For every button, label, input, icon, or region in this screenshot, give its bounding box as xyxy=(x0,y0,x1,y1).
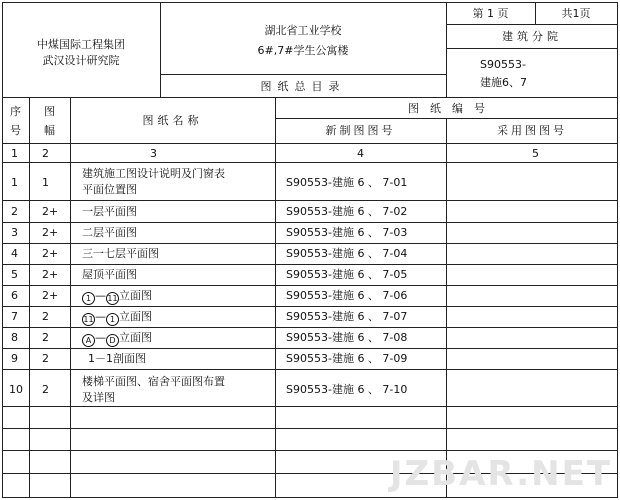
table-row-seq: 5 xyxy=(11,268,18,281)
header-rule-2 xyxy=(446,48,618,49)
table-row-code: S90553-建施 6 、 7-10 xyxy=(286,383,408,396)
row-line xyxy=(2,285,618,286)
project-name-line1: 湖北省工业学校 xyxy=(264,24,342,37)
table-row-code: S90553-建施 6 、 7-06 xyxy=(286,289,408,302)
row-line xyxy=(2,306,618,307)
table-row-size: 2+ xyxy=(42,226,59,239)
design-section: 建筑分院 xyxy=(502,30,562,43)
index-cell: 3 xyxy=(150,147,157,160)
header-rule-1 xyxy=(446,24,618,25)
col-size-label-1: 图 xyxy=(44,105,55,118)
company-name-line2: 武汉设计研究院 xyxy=(42,54,120,67)
table-row-code: S90553-建施 6 、 7-08 xyxy=(286,331,408,344)
table-row-name: 二层平面图 xyxy=(82,226,137,239)
row-line xyxy=(2,450,618,451)
axis-marker: 11 xyxy=(83,315,94,324)
axis-marker: A xyxy=(82,334,95,347)
border-left xyxy=(2,2,3,498)
index-cell: 1 xyxy=(11,147,18,160)
col-number-label: 图 纸 编 号 xyxy=(408,102,485,115)
table-row-code: S90553-建施 6 、 7-01 xyxy=(286,176,408,189)
table-row-name: 楼梯平面图、宿舍平面图布置 xyxy=(82,375,225,388)
header-rule-bottom xyxy=(2,97,618,98)
table-row-name: 11— 1 立面图 xyxy=(83,310,152,324)
row-line xyxy=(2,406,618,407)
table-row-name: 一层平面图 xyxy=(82,205,137,218)
table-row-size: 1 xyxy=(42,176,49,189)
row-line xyxy=(2,162,618,163)
header-rule-3 xyxy=(160,74,446,75)
table-row-name-cont: 平面位置图 xyxy=(82,183,137,196)
row-line xyxy=(2,222,618,223)
border-top xyxy=(2,2,618,3)
table-row-name: 三一七层平面图 xyxy=(82,247,159,260)
table-row-size: 2 xyxy=(42,383,49,396)
table-row-size: 2+ xyxy=(42,268,59,281)
elevation-label: 立面图 xyxy=(119,289,152,302)
elevation-label: 立面图 xyxy=(119,331,152,344)
table-row-code: S90553-建施 6 、 7-03 xyxy=(286,226,408,239)
table-row-seq: 10 xyxy=(9,383,23,396)
table-row-seq: 3 xyxy=(11,226,18,239)
col-adopted-label: 采用图图号 xyxy=(497,124,567,137)
row-line xyxy=(2,243,618,244)
row-line xyxy=(2,428,618,429)
axis-marker: 1 xyxy=(82,292,95,305)
company-name-line1: 中煤国际工程集团 xyxy=(37,38,125,51)
table-row-seq: 8 xyxy=(11,331,18,344)
elevation-label: 立面图 xyxy=(119,310,152,323)
table-row-name: 建筑施工图设计说明及门窗表 xyxy=(82,167,225,180)
border-right xyxy=(617,2,618,498)
col-seq-label-1: 序 xyxy=(10,105,21,118)
table-row-code: S90553-建施 6 、 7-05 xyxy=(286,268,408,281)
row-line xyxy=(2,327,618,328)
col-new-label: 新制图图号 xyxy=(325,124,396,137)
table-row-size: 2+ xyxy=(42,289,59,302)
table-row-code: S90553-建施 6 、 7-09 xyxy=(286,352,408,365)
drawing-code-line1: S90553- xyxy=(480,58,526,71)
drawing-code-line2: 建施6、7 xyxy=(480,76,527,89)
index-cell: 4 xyxy=(357,147,364,160)
axis-marker: 1 xyxy=(106,313,119,326)
axis-marker: D xyxy=(106,334,119,347)
table-row-size: 2 xyxy=(42,331,49,344)
table-row-name: A — D 立面图 xyxy=(82,331,152,347)
col-line-1 xyxy=(29,97,30,498)
table-row-name: 1－1剖面图 xyxy=(88,352,146,365)
border-bottom xyxy=(2,497,618,498)
table-row-code: S90553-建施 6 、 7-02 xyxy=(286,205,408,218)
col-line-2 xyxy=(70,97,71,498)
col-line-3 xyxy=(275,97,276,498)
table-row-seq: 9 xyxy=(11,352,18,365)
table-row-seq: 4 xyxy=(11,247,18,260)
table-row-code: S90553-建施 6 、 7-04 xyxy=(286,247,408,260)
total-pages: 共1页 xyxy=(561,7,591,20)
table-row-name: 1 —11立面图 xyxy=(82,289,152,305)
table-row-size: 2+ xyxy=(42,247,59,260)
table-row-size: 2+ xyxy=(42,205,59,218)
table-row-size: 2 xyxy=(42,310,49,323)
table-row-name: 屋顶平面图 xyxy=(82,268,137,281)
col-line-4 xyxy=(446,118,447,498)
page-number: 第 1 页 xyxy=(472,7,509,20)
row-line xyxy=(2,369,618,370)
index-cell: 2 xyxy=(42,147,49,160)
table-row-size: 2 xyxy=(42,352,49,365)
colhead-rule-bottom xyxy=(2,143,618,144)
index-cell: 5 xyxy=(532,147,539,160)
table-row-seq: 1 xyxy=(11,176,18,189)
axis-marker: 11 xyxy=(107,294,118,303)
col-seq-label-2: 号 xyxy=(10,124,21,137)
col-name-label: 图纸名称 xyxy=(142,114,203,127)
row-line xyxy=(2,200,618,201)
document-title: 图纸总目录 xyxy=(260,80,346,93)
watermark-text: JZBAR.NET xyxy=(389,454,612,494)
row-line xyxy=(2,264,618,265)
table-row-seq: 7 xyxy=(11,310,18,323)
table-row-seq: 6 xyxy=(11,289,18,302)
table-row-name-cont: 及详图 xyxy=(82,391,115,404)
col-size-label-2: 幅 xyxy=(44,124,55,137)
row-line xyxy=(2,348,618,349)
project-name-line2: 6#,7#学生公寓楼 xyxy=(257,44,349,57)
table-row-code: S90553-建施 6 、 7-07 xyxy=(286,310,408,323)
table-row-seq: 2 xyxy=(11,205,18,218)
